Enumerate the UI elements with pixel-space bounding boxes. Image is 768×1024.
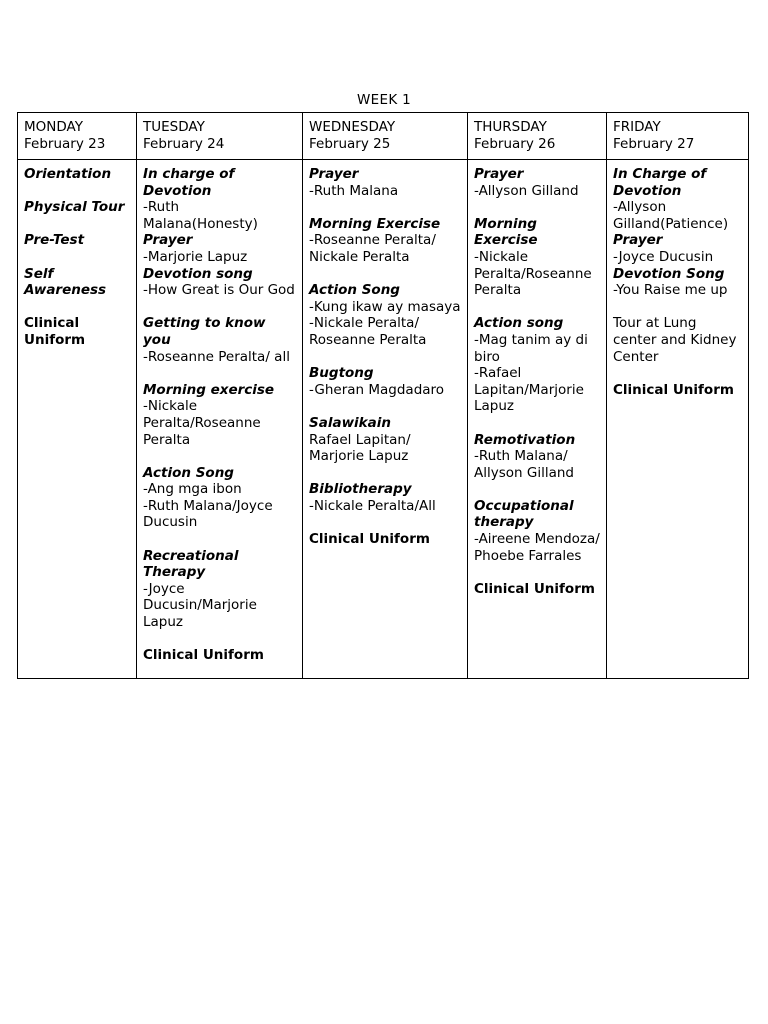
activity-title: Clinical Uniform: [309, 531, 430, 548]
activity-title: Getting to know you: [143, 315, 266, 348]
activity-title: Salawikain: [309, 414, 391, 431]
activity-detail: -Gheran Magdadaro: [309, 381, 445, 398]
activity-title: In Charge of Devotion: [613, 166, 707, 199]
activity-entry: [613, 315, 743, 365]
activity-title: Orientation: [24, 166, 112, 182]
activity-detail: -How Great is Our God: [143, 282, 295, 299]
activity-detail: -Mag tanim ay di biro: [474, 331, 588, 365]
activity-entry: [24, 232, 131, 249]
activity-title: Action Song: [309, 282, 400, 299]
activity-title: Morning exercise: [143, 381, 275, 398]
activity-detail: -Ruth Malana/ Allyson Gilland: [474, 448, 574, 481]
activity-entry: [474, 315, 601, 415]
activity-entry: [309, 415, 462, 465]
activity-entry: [24, 315, 131, 348]
day-name: THURSDAY: [474, 119, 547, 135]
activity-entry: [474, 498, 601, 564]
activity-title: Clinical Uniform: [474, 580, 595, 597]
activity-entry: [613, 166, 743, 232]
activity-title: In charge of Devotion: [143, 166, 235, 199]
day-date: February 27: [613, 135, 695, 152]
activity-title: Prayer: [474, 166, 524, 182]
activity-title: Self Awareness: [24, 265, 107, 299]
activity-entry: [309, 216, 462, 266]
activity-title: Clinical Uniform: [24, 315, 86, 348]
activity-entry: [143, 266, 297, 299]
activity-entry: [309, 531, 462, 548]
activity-entry: [143, 382, 297, 448]
activity-detail: -Ruth Malana: [309, 182, 399, 199]
activity-title: Devotion Song: [613, 265, 725, 282]
activity-entry: [613, 232, 743, 265]
activity-title: Devotion song: [143, 265, 253, 282]
activity-entry: [143, 465, 297, 531]
activity-entry: [474, 432, 601, 482]
weekly-schedule-table: [17, 112, 749, 679]
day-date: February 24: [143, 135, 225, 152]
activity-entry: [24, 199, 131, 216]
day-activities-cell: [137, 160, 303, 679]
activity-entry: [143, 315, 297, 365]
day-header-row: [18, 113, 749, 160]
activity-entry: [474, 166, 601, 199]
activity-detail: Rafael Lapitan/ Marjorie Lapuz: [309, 431, 411, 465]
activity-entry: [309, 282, 462, 348]
activity-detail: -Nickale Peralta/Roseanne Peralta: [143, 398, 261, 448]
activity-entry: [143, 548, 297, 631]
activity-title: Action song: [474, 315, 564, 332]
day-activities-cell: [607, 160, 749, 679]
activity-detail: -Nickale Peralta/ Roseanne Peralta: [309, 315, 427, 348]
day-header-monday: [18, 113, 137, 160]
day-name: FRIDAY: [613, 119, 661, 135]
activity-entry: [309, 365, 462, 398]
activity-detail: -Allyson Gilland: [474, 182, 579, 199]
activity-detail: -Joyce Ducusin/Marjorie Lapuz: [143, 580, 257, 631]
activity-title: Morning Exercise: [309, 215, 441, 232]
activity-title: Prayer: [309, 166, 359, 182]
activity-detail: -Ruth Malana(Honesty): [143, 199, 258, 232]
page-title: WEEK 1: [357, 92, 411, 108]
activity-title: Action Song: [143, 464, 234, 481]
activity-detail: -Ruth Malana/Joyce Ducusin: [143, 497, 273, 531]
day-header-wednesday: [303, 113, 468, 160]
activity-detail: -Kung ikaw ay masaya: [309, 298, 461, 315]
activity-detail: -Ang mga ibon: [143, 481, 242, 498]
activity-entry: [309, 481, 462, 514]
activity-detail: -Marjorie Lapuz: [143, 248, 248, 265]
day-activities-cell: [18, 160, 137, 679]
activity-title: Clinical Uniform: [613, 381, 734, 398]
activity-entry: [143, 647, 297, 664]
activity-entry: [613, 266, 743, 299]
activity-detail: -Nickale Peralta/All: [309, 497, 436, 514]
activity-detail: -Rafael Lapitan/Marjorie Lapuz: [474, 365, 584, 415]
activity-title: Physical Tour: [24, 199, 125, 216]
activity-entry: [309, 166, 462, 199]
activity-title: Bugtong: [309, 365, 374, 382]
day-date: February 23: [24, 135, 106, 152]
day-name: TUESDAY: [143, 119, 205, 135]
activity-title: Occupational therapy: [474, 497, 574, 531]
day-header-friday: [607, 113, 749, 160]
day-name: MONDAY: [24, 119, 83, 135]
activity-title: Clinical Uniform: [143, 647, 264, 664]
activity-title: Recreational Therapy: [143, 547, 239, 581]
activity-entry: [24, 166, 131, 183]
activity-detail: -You Raise me up: [613, 282, 728, 299]
day-header-tuesday: [137, 113, 303, 160]
activity-entry: [474, 581, 601, 598]
day-activities-cell: [468, 160, 607, 679]
activity-entry: [613, 382, 743, 399]
day-name: WEDNESDAY: [309, 119, 396, 135]
activity-entry: [24, 266, 131, 299]
activity-title: Pre-Test: [24, 232, 85, 249]
activity-detail: -Roseanne Peralta/ all: [143, 348, 290, 365]
activity-entry: [143, 232, 297, 265]
activity-detail: -Aireene Mendoza/ Phoebe Farrales: [474, 531, 600, 564]
activity-detail: -Nickale Peralta/Roseanne Peralta: [474, 248, 592, 299]
day-header-thursday: [468, 113, 607, 160]
activity-title: Prayer: [143, 232, 193, 249]
activity-entry: [474, 216, 601, 299]
activity-detail: Tour at Lung center and Kidney Center: [613, 315, 737, 365]
activity-title: Remotivation: [474, 431, 576, 448]
activity-detail: -Joyce Ducusin: [613, 248, 714, 265]
activity-detail: -Roseanne Peralta/ Nickale Peralta: [309, 232, 436, 265]
day-date: February 25: [309, 135, 391, 152]
activity-title: Morning Exercise: [474, 215, 538, 249]
activity-title: Prayer: [613, 232, 663, 249]
activity-title: Bibliotherapy: [309, 481, 412, 498]
day-activities-cell: [303, 160, 468, 679]
activities-row: [18, 160, 749, 679]
activity-entry: [143, 166, 297, 232]
day-date: February 26: [474, 135, 556, 152]
activity-detail: -Allyson Gilland(Patience): [613, 199, 729, 232]
